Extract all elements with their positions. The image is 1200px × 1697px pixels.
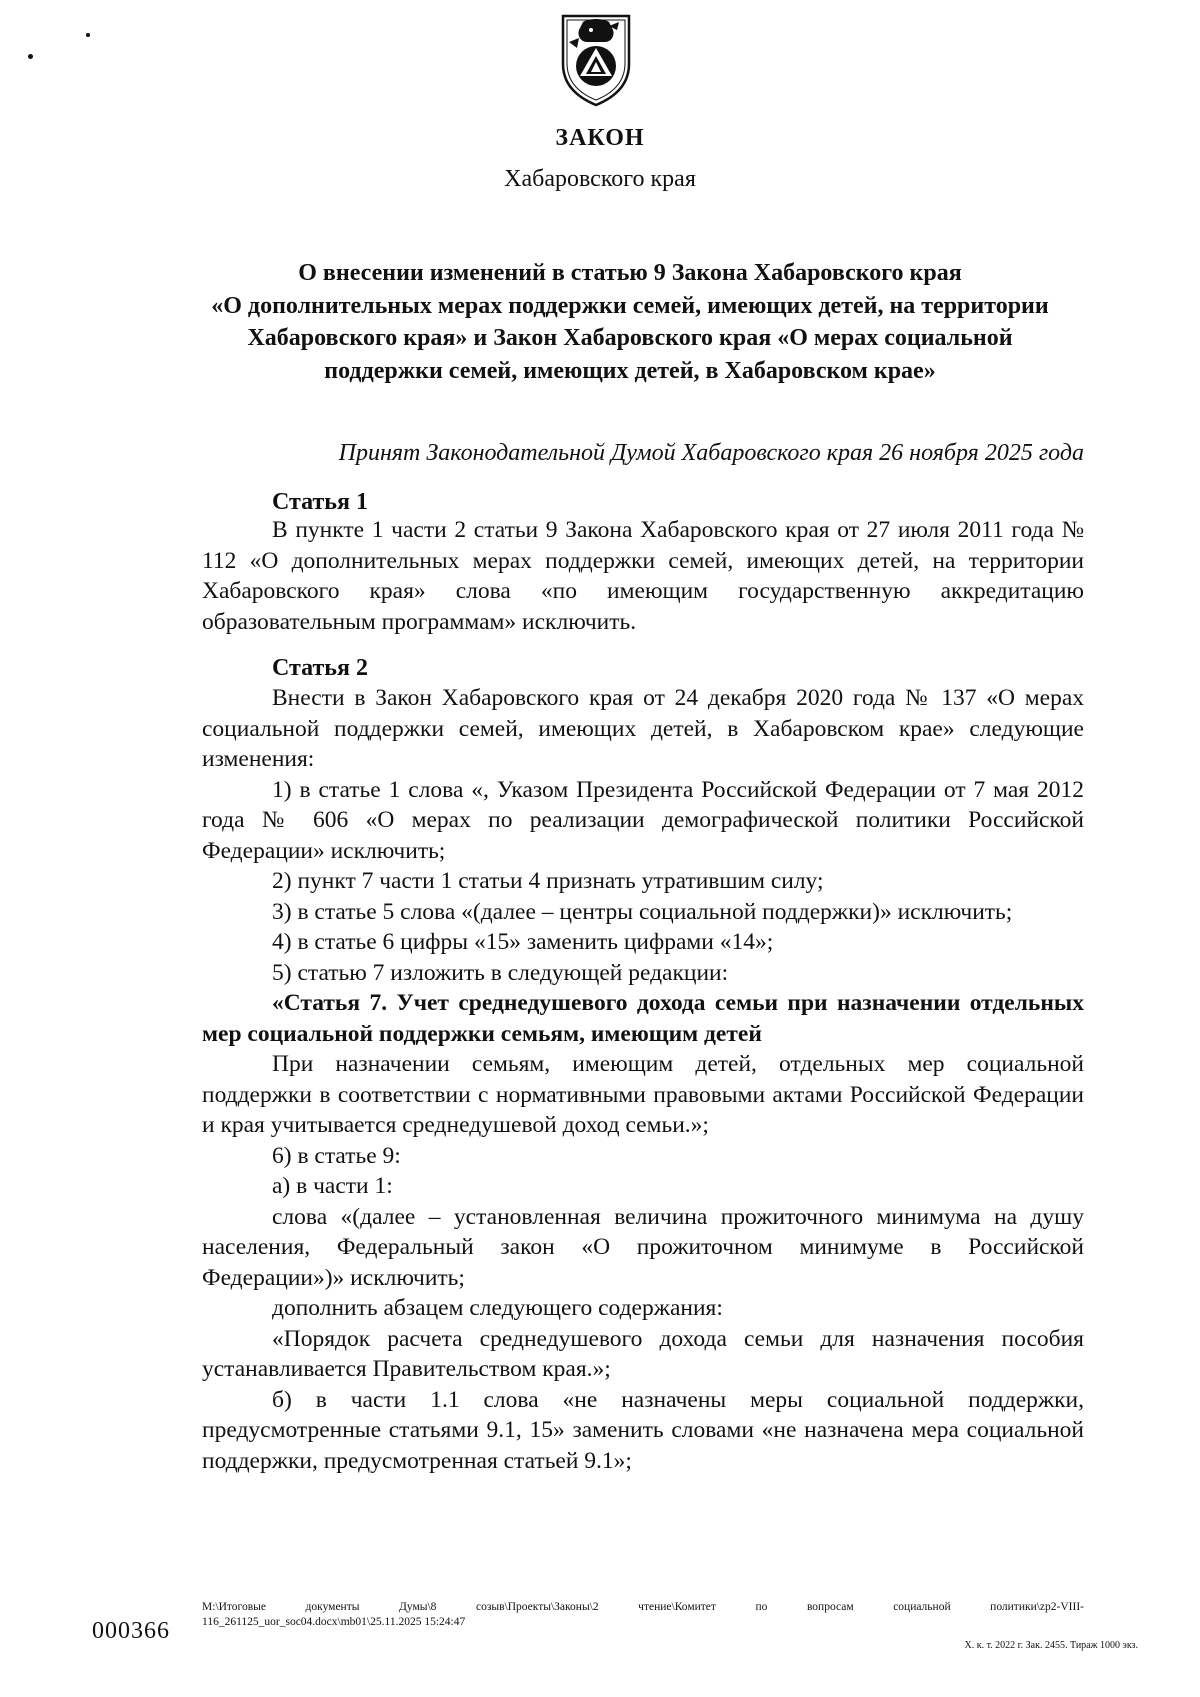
print-info: Х. к. т. 2022 г. Зак. 2455. Тираж 1000 экз. <box>964 1640 1138 1651</box>
coat-of-arms-emblem <box>557 12 635 108</box>
article-1-body <box>202 515 1084 637</box>
heading-line: «О дополнительных мерах поддержки семей, имеющих детей, на территории <box>211 292 1049 319</box>
heading-line: поддержки семей, имеющих детей, в Хабаровском крае» <box>324 357 936 384</box>
file-path <box>202 1600 1084 1630</box>
file-path-line: M:\Итоговые документы Думы\8 созыв\Проекты\Законы\2 чтение\Комитет по вопросам социальной политики\zp2-VIII- <box>202 1601 1084 1613</box>
document-number: 000366 <box>92 1618 170 1644</box>
paragraph-bold: «Статья 7. Учет среднедушевого дохода семьи при назначении отдельных мер социальной поддержки семьям, имеющим детей <box>202 990 1084 1047</box>
heading-line: О внесении изменений в статью 9 Закона Хабаровского края <box>298 260 962 286</box>
file-path-line: 116_261125_uor_soc04.docx\mb01\25.11.2025 15:24:47 <box>202 1616 466 1628</box>
paragraph: 5) статью 7 изложить в следующей редакции: <box>272 959 729 986</box>
paragraph: 1) в статье 1 слова «, Указом Президента Российской Федерации от 7 мая 2012 года № 606 «О мерах по реализации демографической политики Российской Федерации» исключить; <box>202 776 1084 864</box>
scan-speck <box>86 33 90 37</box>
paragraph: б) в части 1.1 слова «не назначены меры социальной поддержки, предусмотренные статьями 9.1, 15» заменить словами «не назначена мера социальной поддержки, предусмотренная статьей 9.1»; <box>202 1386 1084 1474</box>
law-title: ЗАКОН <box>555 125 645 151</box>
heading-line: Хабаровского края» и Закон Хабаровского края «О мерах социальной <box>247 325 1013 351</box>
paragraph: а) в части 1: <box>272 1173 393 1199</box>
article-1-label: Статья 1 <box>272 489 368 515</box>
paragraph: «Порядок расчета среднедушевого дохода семьи для назначения пособия устанавливается Правительством края.»; <box>202 1325 1084 1382</box>
paragraph: дополнить абзацем следующего содержания: <box>272 1295 723 1321</box>
law-region: Хабаровского края <box>504 166 696 192</box>
law-heading <box>190 257 1070 387</box>
paragraph: 2) пункт 7 части 1 статьи 4 признать утратившим силу; <box>272 868 824 894</box>
adoption-note: Принят Законодательной Думой Хабаровского края 26 ноября 2025 года <box>338 440 1084 466</box>
paragraph: При назначении семьям, имеющим детей, отдельных мер социальной поддержки в соответствии с нормативными правовыми актами Российской Федерации и края учитывается среднедушевой доход семьи.»; <box>202 1051 1084 1138</box>
paragraph: 6) в статье 9: <box>272 1142 401 1169</box>
article-1-text: В пункте 1 части 2 статьи 9 Закона Хабаровского края от 27 июля 2011 года № 112 «О дополнительных мерах поддержки семей, имеющих детей, на территории Хабаровского края» слова «по имеющим государственную аккредитацию образовательным программам» исключить. <box>202 517 1084 635</box>
article-2-body <box>202 683 1084 1476</box>
paragraph: 3) в статье 5 слова «(далее – центры социальной поддержки)» исключить; <box>272 898 1013 925</box>
paragraph: Внести в Закон Хабаровского края от 24 декабря 2020 года № 137 «О мерах социальной поддержки семей, имеющих детей, в Хабаровском крае» следующие изменения: <box>202 685 1084 772</box>
paragraph: 4) в статье 6 цифры «15» заменить цифрами «14»; <box>272 929 774 955</box>
scan-speck <box>28 54 33 59</box>
article-2-label: Статья 2 <box>272 655 368 681</box>
paragraph: слова «(далее – установленная величина прожиточного минимума на душу населения, Федеральный закон «О прожиточном минимуме в Российской Федерации»)» исключить; <box>202 1203 1084 1291</box>
